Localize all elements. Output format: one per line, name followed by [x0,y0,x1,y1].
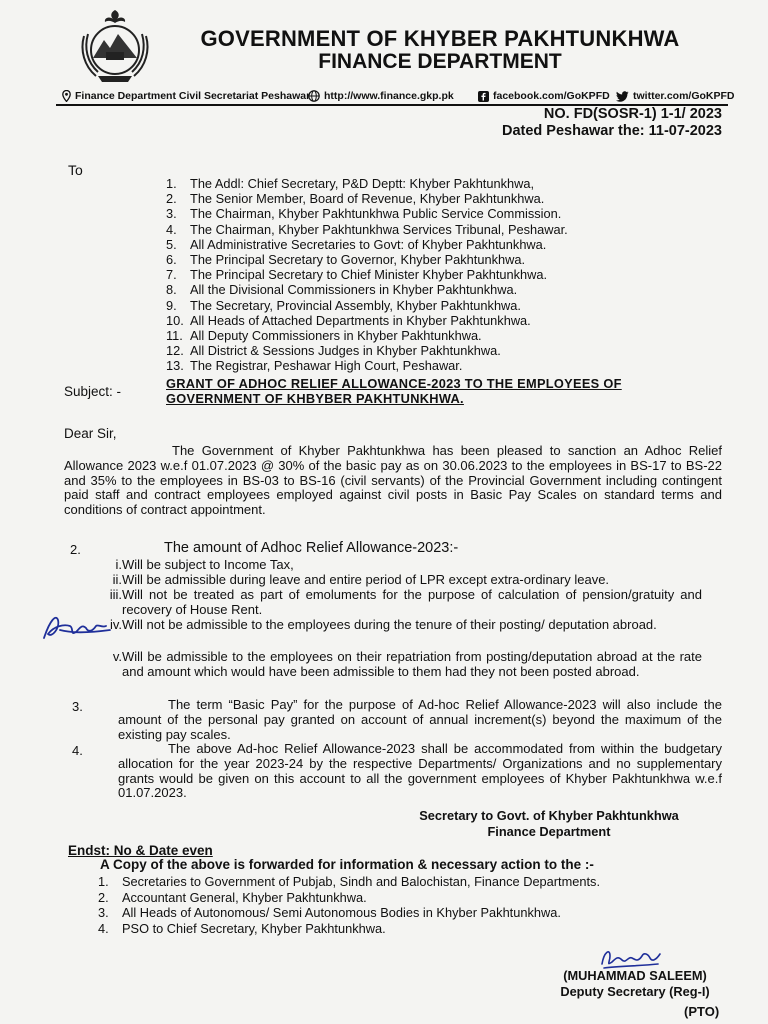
list-item: 11. All Deputy Commissioners in Khyber Pakhtunkhwa. [166,327,482,343]
list-item: 9. The Secretary, Provincial Assembly, Khyber Pakhtunkhwa. [166,297,521,313]
list-item: 5. All Administrative Secretaries to Govt: of Khyber Pakhtunkhwa. [166,236,547,252]
list-item: 2. Accountant General, Khyber Pakhtunkhwa. [98,889,367,905]
copy-forwarded-text: A Copy of the above is forwarded for information & necessary action to the :- [100,857,594,872]
header-department-title: FINANCE DEPARTMENT [318,50,562,73]
paragraph-2-heading: The amount of Adhoc Relief Allowance-2023:- [164,540,459,556]
list-item: 2. The Senior Member, Board of Revenue, Khyber Pakhtunkhwa. [166,191,545,207]
salutation: Dear Sir, [64,426,117,441]
reference-number: NO. FD(SOSR-1) 1-1/ 2023 [543,106,722,122]
twitter-text: twitter.com/GoKPFD [633,90,735,102]
list-item: 3. All Heads of Autonomous/ Semi Autonomous Bodies in Khyber Pakhtunkhwa. [98,905,561,920]
list-item: 3. The Chairman, Khyber Pakhtunkhwa Public Service Commission. [166,206,562,222]
list-item: 1. Secretaries to Government of Pubjab, Sindh and Balochistan, Finance Departments. [98,874,601,889]
contact-website [308,90,454,102]
paragraph-3-number: 3. [72,699,83,714]
list-item: 10. All Heads of Attached Departments in Khyber Pakhtunkhwa. [166,312,531,328]
contact-facebook [478,90,610,102]
letter-page: GOVERNMENT OF KHYBER PAKHTUNKHWA FINANCE DEPARTMENT Finance Department Civil Secretariat Peshawar http://www.finance.gkp.pk facebook.com/GoKPFD twitter.com/GoKPFD NO. FD(SOSR-1) 1-1/ 2023 Dated Peshawar the: 11-07-2023 To 1. The Addl: Chief Secretary, P&D Deptt: Khyber Pakhtunkhwa, 2. The Senior Member, Board of Revenue, Khyber Pakhtunkhwa. 3. The Chairman, Khyber Pakhtunkhwa Public Service Commission. 4. The Chairman, Khyber Pakhtunkhwa Services Tribunal, Peshawar. 5. All Administrative Secretaries to Govt: of Khyber Pakhtunkhwa. 6. The Principal Secretary to Governor, Khyber Pakhtunkhwa. 7. The Principal Secretary to Chief Minister Khyber Pakhtunkhwa. 8. All the Divisional Commissioners in Khyber Pakhtunkhwa. 9. The Secretary, Provincial Assembly, Khyber Pakhtunkhwa. 10. All Heads of Attached Departments in Khyber Pakhtunkhwa. 11. All Deputy Commissioners in Khyber Pakhtunkhwa. 12. All District & Sessions Judges in Khyber Pakhtunkhwa. 13. The Registrar, Peshawar High Court, Peshawar. Subject: - GRANT OF ADHOC RELIEF ALLOWANCE-2023 TO THE EMPLOYEES OF GOVERNMENT OF KHBYBER PAKHTUNKHWA. Dear Sir, The Government of Khyber Pakhtunkhwa has been pleased to sanction an Adhoc Relief Allowance 2023 w.e.f 01.07.2023 @ 30% of the basic pay as on 30.06.2023 to the employees in BS-17 to BS-22 and 35% to the employees in BS-03 to BS-16 (civil servants) of the Provincial Government including contingent paid staff and contract employees employed against civil posts in Basic Pay Scales on standard terms and conditions of contract appointment. 2. The amount of Adhoc Relief Allowance-2023:- i. Will be subject to Income Tax, ii. Will be admissible during leave and entire period of LPR except extra-ordinary leave. iii. Will not be treated as part of emoluments for the purpose of calculation of pension/gratuity and recovery of House Rent. iv. Will not be admissible to the employees during the tenure of their posting/ deputation abroad. v. Will be admissible to the employees on their repatriation from posting/deputation abroad at the rate and amount which would have been admissible to them had they not been posted abroad. 3. The term “Basic Pay” for the purpose of Ad-hoc Relief Allowance-2023 will also include the amount of the personal pay granted on account of annual increment(s) beyond the maximum of the existing pay scales. 4. The above Ad-hoc Relief Allowance-2023 shall be accommodated from within the budgetary allocation for the year 2023-24 by the respective Departments/ Organizations and no supplementary grants would be given on this account to all the government employees of Khyber Pakhtunkhwa w.e.f 01.07.2023. Secretary to Govt. of Khyber Pakhtunkhwa Finance Department Endst: No & Date even A Copy of the above is forwarded for information & necessary action to the :- 1. Secretaries to Government of Pubjab, Sindh and Balochistan, Finance Departments. 2. Accountant General, Khyber Pakhtunkhwa. 3. All Heads of Autonomous/ Semi Autonomous Bodies in Khyber Pakhtunkhwa. 4. PSO to Chief Secretary, Khyber Pakhtunkhwa. (MUHAMMAD SALEEM) Deputy Secretary (Reg-I) (PTO) [0,0,768,1024]
paragraph-1: The Government of Khyber Pakhtunkhwa has been pleased to sanction an Adhoc Relief Allowance 2023 w.e.f 01.07.2023 @ 30% of the basic pay as on 30.06.2023 to the employees in BS-17 to BS-22 and 35% to the employees in BS-03 to BS-16 (civil servants) of the Provincial Government including contingent paid staff and contract employees employed against civil posts in Basic Pay Scales on standard terms and conditions of contract appointment. [64,443,722,518]
globe-icon [308,90,320,102]
paragraph-3: The term “Basic Pay” for the purpose of Ad-hoc Relief Allowance-2023 will also include the amount of the personal pay granted on account of annual increment(s) beyond the maximum of the existing pay scales. [118,697,722,742]
initials-signature [40,610,116,644]
contact-address [62,90,310,102]
list-item: 4. PSO to Chief Secretary, Khyber Pakhtunkhwa. [98,920,386,936]
list-item: 4. The Chairman, Khyber Pakhtunkhwa Services Tribunal, Peshawar. [166,221,568,237]
location-pin-icon [62,90,71,102]
signatory-secretary: Secretary to Govt. of Khyber Pakhtunkhwa Finance Department [419,808,679,839]
twitter-icon [616,91,629,102]
endorsement-label: Endst: No & Date even [68,843,213,858]
paragraph-4: The above Ad-hoc Relief Allowance-2023 shall be accommodated from within the budgetary allocation for the year 2023-24 by the respective Departments/ Organizations and no supplementary grants would be given on this account to all the government employees of Khyber Pakhtunkhwa w.e.f 01.07.2023. [118,741,722,801]
contact-twitter [616,90,735,102]
addressee-list [166,176,568,373]
list-item: 6. The Principal Secretary to Governor, Khyber Pakhtunkhwa. [166,251,526,267]
subject-text: GRANT OF ADHOC RELIEF ALLOWANCE-2023 TO THE EMPLOYEES OF GOVERNMENT OF KHBYBER PAKHTUNKHWA. [166,376,622,406]
address-text: Finance Department Civil Secretariat Peshawar [75,90,311,102]
to-label: To [68,162,83,178]
subject-label: Subject: - [64,384,122,399]
paragraph-4-number: 4. [72,743,83,758]
facebook-icon [478,91,489,102]
list-item: 8. All the Divisional Commissioners in Khyber Pakhtunkhwa. [166,282,518,298]
header-government-title: GOVERNMENT OF KHYBER PAKHTUNKHWA [200,26,680,51]
website-text: http://www.finance.gkp.pk [324,90,454,102]
please-turn-over-note: (PTO) [684,1004,720,1019]
copy-recipients-list [98,874,726,936]
list-item: 13. The Registrar, Peshawar High Court, Peshawar. [166,358,463,374]
list-item: 12. All District & Sessions Judges in Khyber Pakhtunkhwa. [166,343,501,359]
list-item: 1. The Addl: Chief Secretary, P&D Deptt: Khyber Pakhtunkhwa, [166,176,535,191]
paragraph-2-number: 2. [70,542,81,557]
kp-government-emblem-icon [74,6,156,86]
reference-date: Dated Peshawar the: 11-07-2023 [501,123,722,139]
list-item: 7. The Principal Secretary to Chief Minister Khyber Pakhtunkhwa. [166,267,548,283]
facebook-text: facebook.com/GoKPFD [493,90,610,102]
signatory-deputy-secretary: (MUHAMMAD SALEEM) Deputy Secretary (Reg-I) [560,968,710,999]
